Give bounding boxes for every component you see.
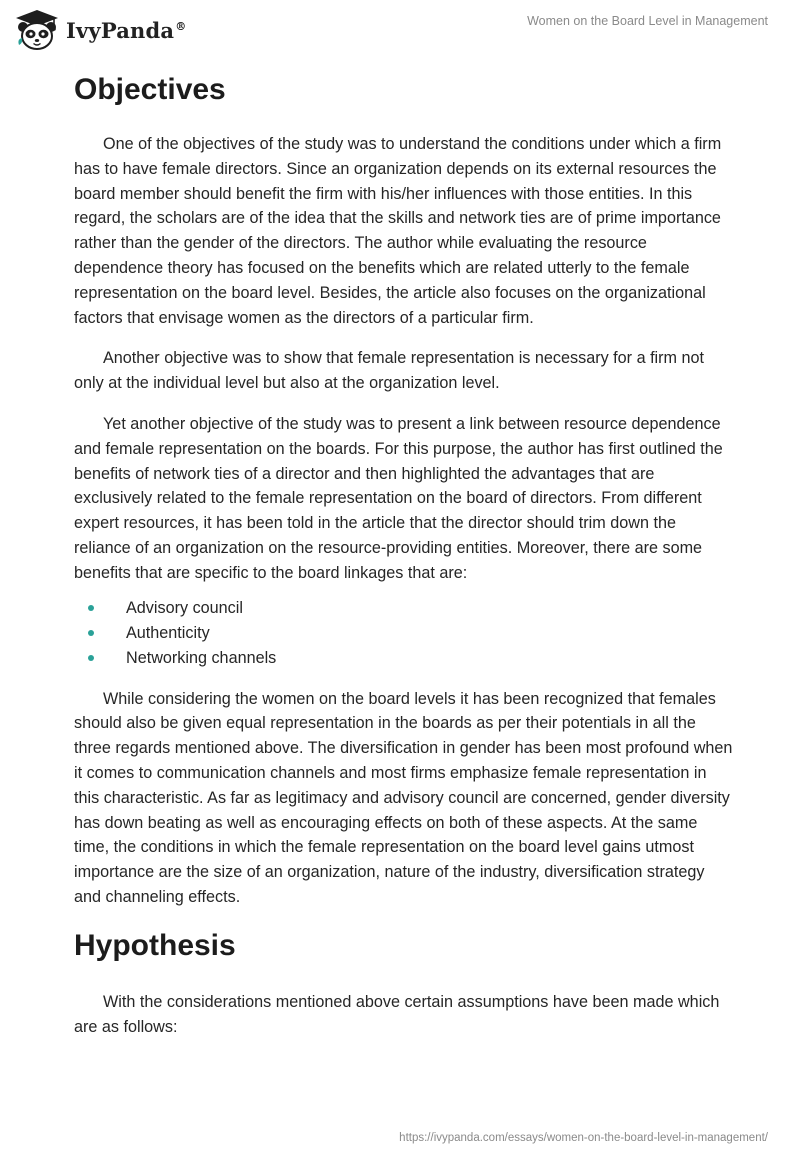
brand-logo[interactable] (14, 8, 186, 52)
objectives-heading: Objectives (74, 73, 226, 106)
brand-name (66, 18, 186, 43)
brand-name-text: IvyPanda (66, 17, 175, 43)
list-item-label: Networking channels (126, 648, 277, 667)
objectives-paragraph-3: Yet another objective of the study was to present a link between resource dependence and female representation on the boards. For this purpose, the author has first outlined the benefits of network ties of a director and then highlighted the advantages that are exclusively related to the female representation on the board of directors. From different expert resources, it has been told in the article that the director should trim down the reliance of an organization on the resource-providing entities. Moreover, there are some benefits that are specific to the board linkages that are: (74, 414, 723, 582)
list-item (74, 646, 734, 671)
list-item (74, 596, 734, 621)
objectives-paragraph-2: Another objective was to show that female representation is necessary for a firm not only at the individual level but also at the organization level. (74, 349, 705, 393)
bullet-dot-icon (88, 605, 94, 611)
objectives-paragraph-1: One of the objectives of the study was to understand the conditions under which a firm has to have female directors. Since an organization depends on its external resources the board member should benefit the firm with his/her influences with those entities. In this regard, the scholars are of the idea that the skills and network ties are of prime importance rather than the gender of the directors. The author while evaluating the resource dependence theory has focused on the benefits which are related utterly to the female representation on the board level. Besides, the article also focuses on the organizational factors that envisage women as the directors of a particular firm. (74, 135, 722, 327)
page-header (0, 0, 800, 60)
document-title: Women on the Board Level in Management (527, 14, 768, 28)
hypothesis-section (74, 926, 734, 1040)
bullet-dot-icon (88, 655, 94, 661)
registered-mark: ® (175, 19, 187, 33)
objectives-closing-paragraph: While considering the women on the board levels it has been recognized that females should also be given equal representation in the boards as per their potentials in all the three regards mentioned above. The diversification in gender has been most profound when it comes to communication channels and most firms emphasize female representation in this characteristic. As far as legitimacy and advisory council are concerned, gender diversity has down beating as well as encouraging effects on both of these aspects. At the same time, the conditions in which the female representation on the board level gains utmost importance are the size of an organization, nature of the industry, diversification strategy and channeling effects. (74, 689, 733, 906)
bullet-dot-icon (88, 630, 94, 636)
source-url-link[interactable]: https://ivypanda.com/essays/women-on-the-board-level-in-management/ (399, 1132, 768, 1144)
hypothesis-paragraph: With the considerations mentioned above certain assumptions have been made which are as follows: (74, 992, 720, 1036)
list-item (74, 621, 734, 646)
panda-graduate-logo-icon (14, 8, 60, 52)
hypothesis-heading: Hypothesis (74, 928, 236, 962)
essay-content (74, 70, 734, 1055)
list-item-label: Authenticity (126, 623, 210, 642)
board-linkage-benefits-list (74, 596, 734, 671)
objectives-section (74, 70, 734, 910)
list-item-label: Advisory council (126, 598, 243, 617)
